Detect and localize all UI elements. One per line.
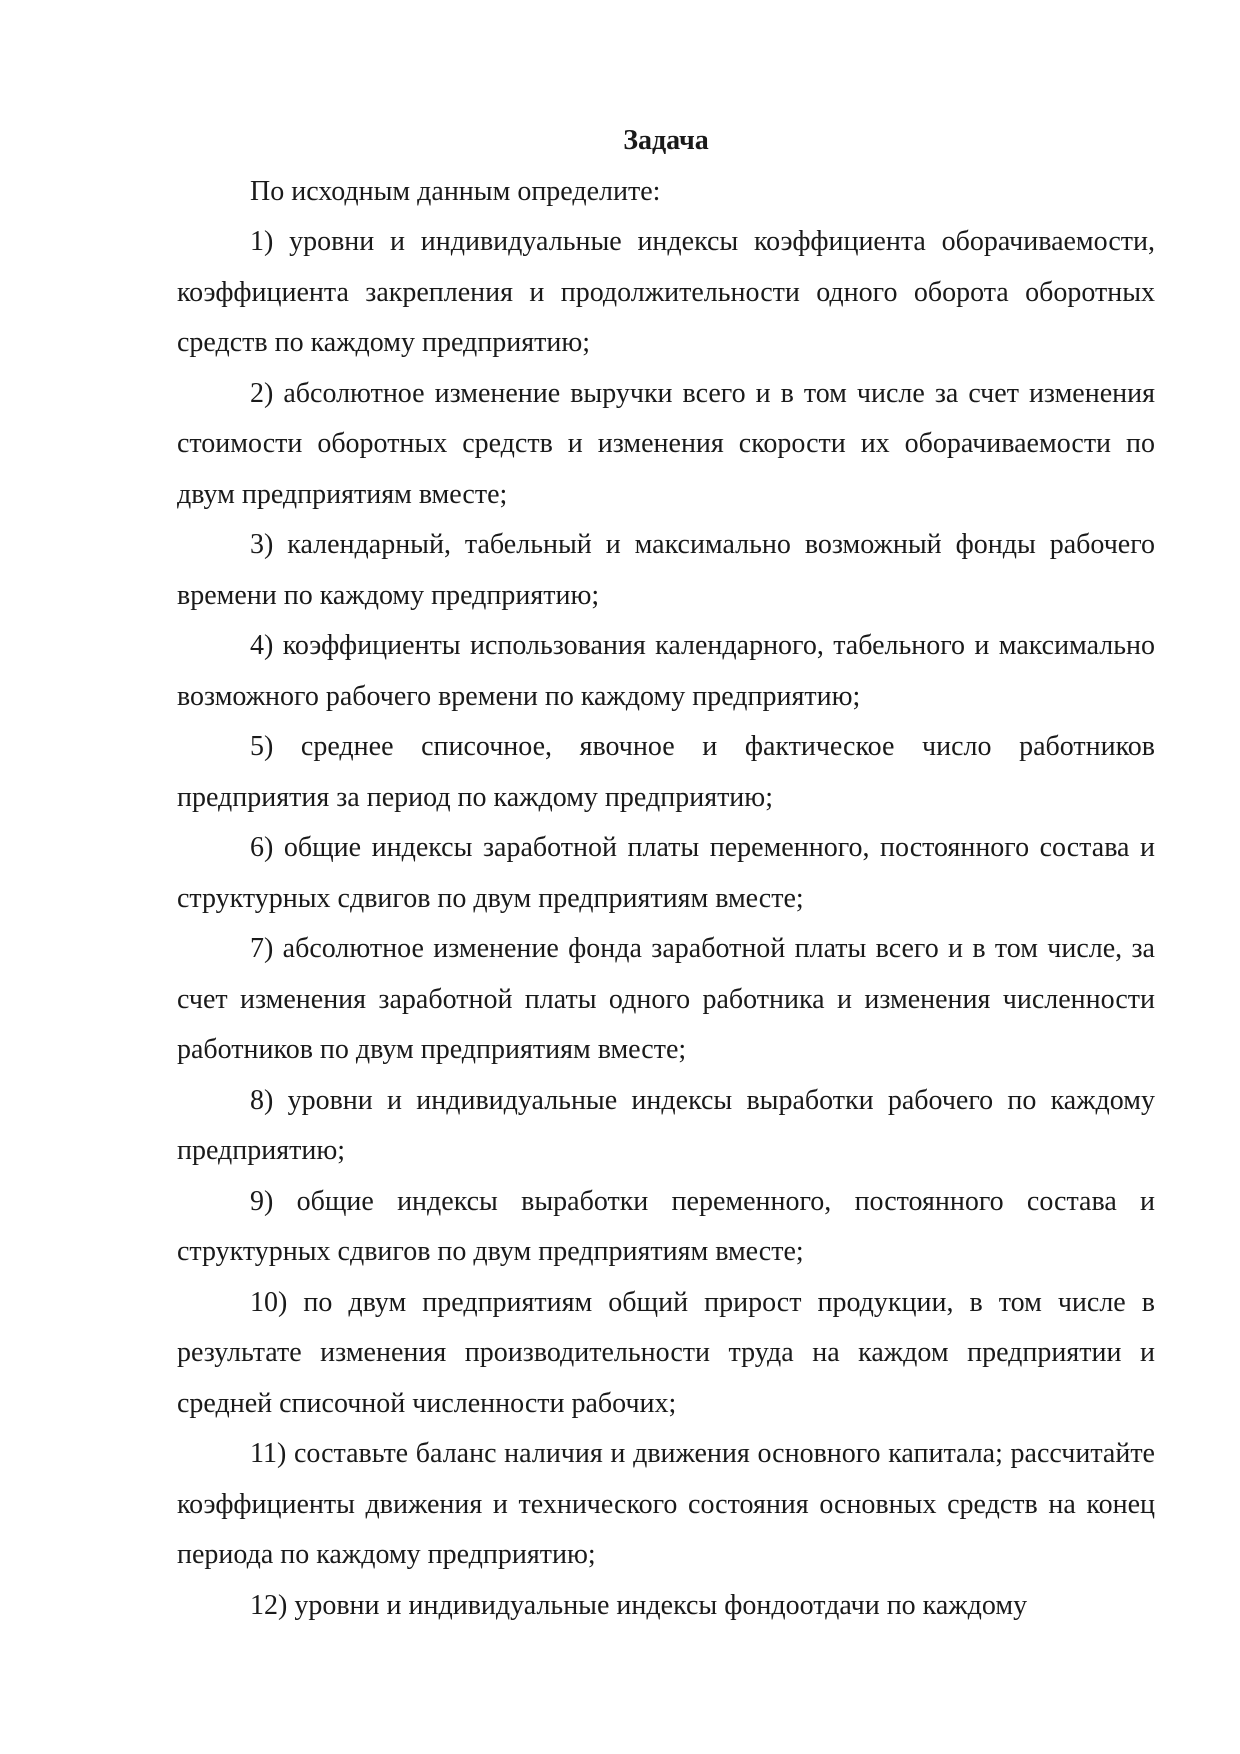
task-item-12: 12) уровни и индивидуальные индексы фондоотдачи по каждому — [250, 1589, 1028, 1621]
task-item-4: 4) коэффициенты использования календарного, табельного и максимально возможного рабочего времени по каждому предприятию; — [177, 630, 1155, 712]
task-item-8: 8) уровни и индивидуальные индексы выработки рабочего по каждому предприятию; — [177, 1084, 1155, 1166]
task-item-11: 11) составьте баланс наличия и движения основного капитала; рассчитайте коэффициенты движения и технического состояния основных средств на конец периода по каждому предприятию; — [177, 1438, 1155, 1570]
task-item-2: 2) абсолютное изменение выручки всего и в том числе за счет изменения стоимости оборотных средств и изменения скорости их оборачиваемости по двум предприятиям вместе; — [177, 377, 1155, 510]
task-item-1: 1) уровни и индивидуальные индексы коэффициента оборачиваемости, коэффициента закрепления и продолжительности одного оборота оборотных средств по каждому предприятию; — [177, 226, 1155, 358]
task-item-7: 7) абсолютное изменение фонда заработной платы всего и в том числе, за счет изменения заработной платы одного работника и изменения численности работников по двум предприятиям вместе; — [177, 933, 1155, 1065]
document-title: Задача — [623, 125, 709, 156]
task-item-5: 5) среднее списочное, явочное и фактическое число работников предприятия за период по каждому предприятию; — [177, 731, 1155, 813]
intro-paragraph: По исходным данным определите: — [250, 175, 661, 207]
task-item-9: 9) общие индексы выработки переменного, постоянного состава и структурных сдвигов по двум предприятиям вместе; — [177, 1185, 1155, 1267]
task-item-6: 6) общие индексы заработной платы переменного, постоянного состава и структурных сдвигов по двум предприятиям вместе; — [177, 832, 1155, 914]
task-item-3: 3) календарный, табельный и максимально возможный фонды рабочего времени по каждому предприятию; — [177, 529, 1155, 611]
document-body — [177, 116, 1155, 1631]
task-item-10: 10) по двум предприятиям общий прирост продукции, в том числе в результате изменения производительности труда на каждом предприятии и средней списочной численности рабочих; — [177, 1286, 1155, 1419]
